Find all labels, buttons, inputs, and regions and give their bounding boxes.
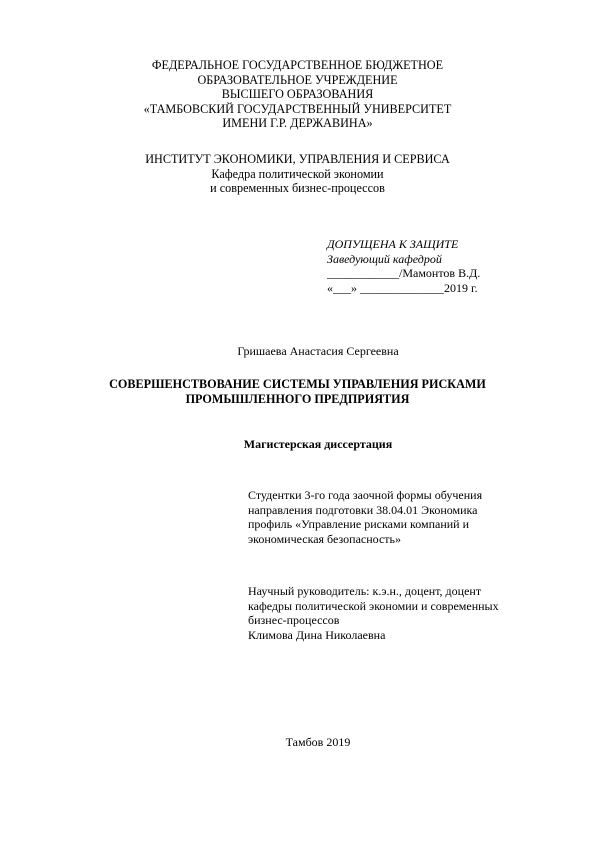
ministry-line: ФЕДЕРАЛЬНОЕ ГОСУДАРСТВЕННОЕ БЮДЖЕТНОЕ (151, 58, 444, 72)
author-name: Гришаева Анастасия Сергеевна (237, 344, 399, 358)
supervisor-line: бизнес-процессов (248, 613, 340, 627)
thesis-title-line: ПРОМЫШЛЕННОГО ПРЕДПРИЯТИЯ (185, 391, 410, 406)
approval-signature-line: ____________/Мамонтов В.Д. (327, 266, 481, 280)
city-year: Тамбов 2019 (285, 735, 351, 749)
approval-status: ДОПУЩЕНА К ЗАЩИТЕ (327, 237, 459, 251)
institute-header (0, 152, 595, 196)
supervisor-name: Климова Дина Николаевна (248, 627, 386, 642)
approval-block (327, 237, 480, 295)
thesis-title (0, 377, 595, 406)
ministry-line: ВЫСШЕГО ОБРАЗОВАНИЯ (221, 87, 374, 101)
supervisor-info (248, 584, 499, 642)
thesis-title-line: СОВЕРШЕНСТВОВАНИЕ СИСТЕМЫ УПРАВЛЕНИЯ РИСКАМИ (109, 377, 486, 391)
approval-role: Заведующий кафедрой (327, 251, 442, 266)
student-info-line: профиль «Управление рисками компаний и (248, 517, 470, 531)
ministry-line: ИМЕНИ Г.Р. ДЕРЖАВИНА» (222, 116, 373, 130)
department-line: Кафедра политической экономии (211, 166, 384, 181)
ministry-line: ОБРАЗОВАТЕЛЬНОЕ УЧРЕЖДЕНИЕ (197, 72, 398, 87)
ministry-line: «ТАМБОВСКИЙ ГОСУДАРСТВЕННЫЙ УНИВЕРСИТЕТ (143, 101, 452, 116)
institute-name: ИНСТИТУТ ЭКОНОМИКИ, УПРАВЛЕНИЯ И СЕРВИСА (145, 152, 450, 166)
student-info-line: экономическая безопасность» (248, 531, 401, 546)
department-line: и современных бизнес-процессов (210, 181, 385, 195)
student-info-line: направления подготовки 38.04.01 Экономика (248, 502, 478, 517)
supervisor-line: кафедры политической экономии и современных (248, 598, 499, 613)
student-info (248, 488, 482, 546)
student-info-line: Студентки 3-го года заочной формы обучения (248, 488, 483, 502)
work-type: Магистерская диссертация (243, 437, 393, 451)
ministry-header (0, 58, 595, 131)
approval-date-line: «___» ______________2019 г. (327, 280, 478, 295)
supervisor-line: Научный руководитель: к.э.н., доцент, доцент (248, 584, 482, 598)
